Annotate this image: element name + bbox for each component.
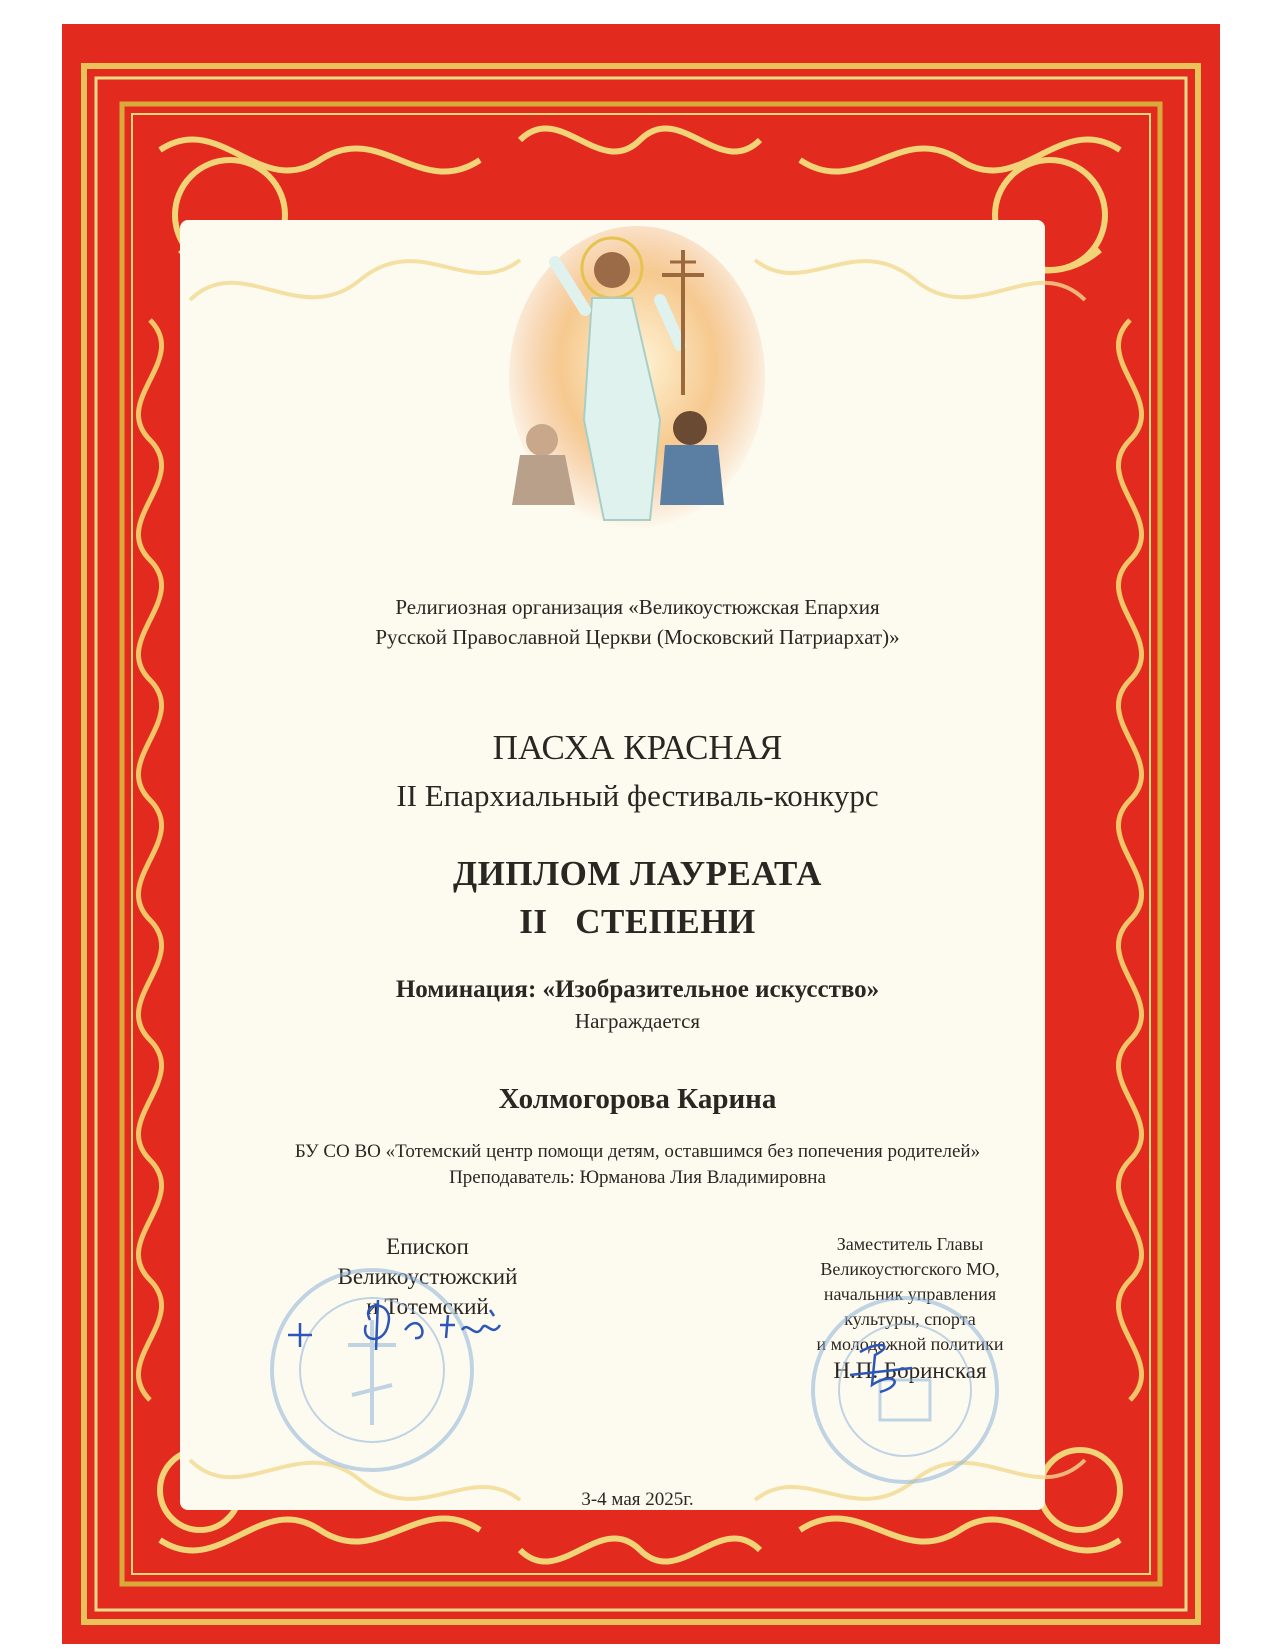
organization-name [0, 592, 1275, 652]
signatory-right-line-5: и молодежной политики [816, 1334, 1004, 1354]
signatory-right-line-3: начальник управления [823, 1284, 997, 1304]
diploma-heading [0, 850, 1275, 946]
signatory-left-line-1: Епископ [386, 1234, 469, 1259]
signature-block-right [790, 1232, 1030, 1385]
teacher: Преподаватель: Юрманова Лия Владимировна [449, 1167, 826, 1188]
institution: БУ СО ВО «Тотемский центр помощи детям, оставшимся без попечения родителей» [294, 1141, 981, 1162]
diploma-heading-line-2: II СТЕПЕНИ [519, 902, 756, 941]
signatory-left-line-2: Великоустюжский [337, 1264, 518, 1289]
signatory-right-line-2: Великоустюгского МО, [820, 1259, 1000, 1279]
signatory-right-line-1: Заместитель Главы [836, 1234, 984, 1254]
nomination: Номинация: «Изобразительное искусство» [395, 976, 880, 1003]
festival-title: ПАСХА КРАСНАЯ [492, 728, 783, 767]
signatory-left-line-3: и Тотемский [366, 1294, 489, 1319]
signature-block-left [300, 1232, 555, 1322]
event-date: 3-4 мая 2025г. [581, 1489, 694, 1510]
awarded-label: Награждается [574, 1009, 701, 1033]
recipient-name: Холмогорова Карина [498, 1083, 777, 1115]
signatory-right-name: Н.П. Боринская [833, 1358, 987, 1383]
festival-subtitle: II Епархиальный фестиваль-конкурс [396, 778, 879, 813]
diploma-heading-line-1: ДИПЛОМ ЛАУРЕАТА [453, 854, 822, 893]
organization-line-1: Религиозная организация «Великоустюжская Епархия [395, 595, 880, 619]
signatory-right-line-4: культуры, спорта [844, 1309, 976, 1329]
organization-line-2: Русской Православной Церкви (Московский Патриархат)» [375, 625, 900, 649]
